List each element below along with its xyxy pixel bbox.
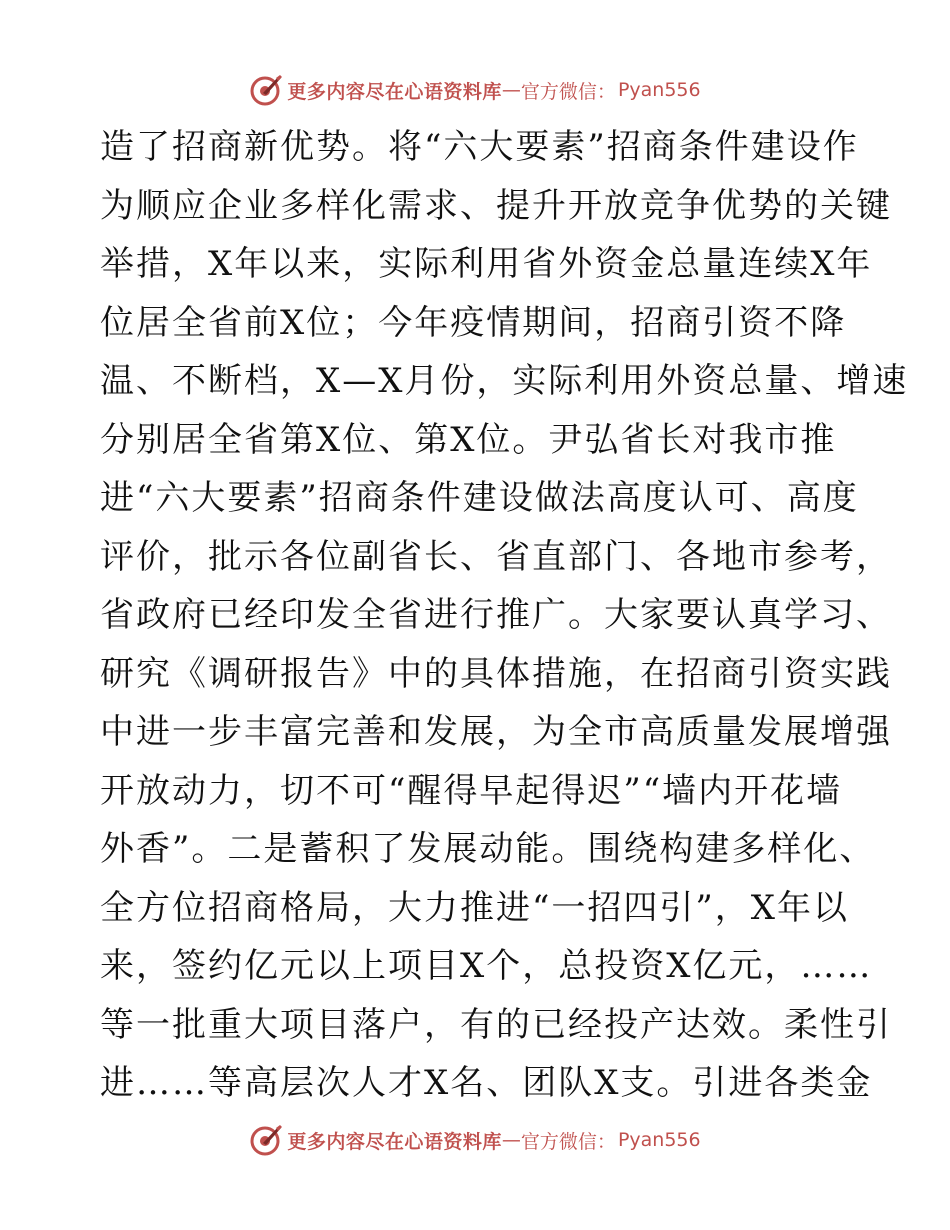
- text-line: 研究《调研报告》中的具体措施，在招商引资实践: [100, 653, 892, 694]
- quill-logo-icon: [249, 1123, 283, 1157]
- text-line: 来，签约亿元以上项目X个，总投资X亿元，……: [100, 946, 873, 986]
- text-line: 分别居全省第X位、第X位。尹弘省长对我市推: [100, 419, 837, 460]
- text-line: 造了招商新优势。将“六大要素”招商条件建设作: [100, 127, 859, 167]
- text-line: 评价，批示各位副省长、省直部门、各地市参考，: [100, 536, 892, 577]
- text-line: 举措，X年以来，实际利用省外资金总量连续X年: [100, 244, 873, 284]
- header-watermark: [0, 70, 950, 110]
- watermark-main-text: 更多内容尽在心语资料库: [287, 1130, 502, 1153]
- quill-logo-icon: [249, 73, 283, 107]
- text-line: 进……等高层次人才X名、团队X支。引进各类金: [100, 1063, 873, 1103]
- document-body: [100, 118, 909, 1113]
- text-line: 开放动力，切不可“醒得早起得迟”“墙内开花墙: [100, 770, 843, 811]
- text-line: 温、不断档，X—X月份，实际利用外资总量、增速: [100, 361, 909, 401]
- watermark-sub-text: 官方微信：: [520, 1130, 616, 1153]
- watermark-main-text: 更多内容尽在心语资料库: [287, 80, 502, 103]
- text-line: 位居全省前X位；今年疫情期间，招商引资不降: [100, 302, 847, 343]
- watermark-sub-text: 官方微信：: [520, 80, 616, 103]
- text-line: 等一批重大项目落户，有的已经投产达效。柔性引: [100, 1004, 892, 1045]
- footer-watermark: [0, 1120, 950, 1160]
- watermark-dash: —: [501, 79, 521, 101]
- watermark-wechat-id: Pyan556: [617, 79, 701, 101]
- text-line: 全方位招商格局，大力推进“一招四引”，X年以: [100, 887, 849, 928]
- text-line: 进“六大要素”招商条件建设做法高度认可、高度: [100, 478, 859, 518]
- watermark-dash: —: [501, 1129, 521, 1151]
- text-line: 中进一步丰富完善和发展，为全市高质量发展增强: [100, 712, 892, 752]
- text-line: 省政府已经印发全省进行推广。大家要认真学习、: [100, 595, 892, 635]
- text-line: 为顺应企业多样化需求、提升开放竞争优势的关键: [100, 185, 892, 226]
- watermark-wechat-id: Pyan556: [617, 1129, 701, 1151]
- text-line: 外香”。二是蓄积了发展动能。围绕构建多样化、: [100, 829, 876, 869]
